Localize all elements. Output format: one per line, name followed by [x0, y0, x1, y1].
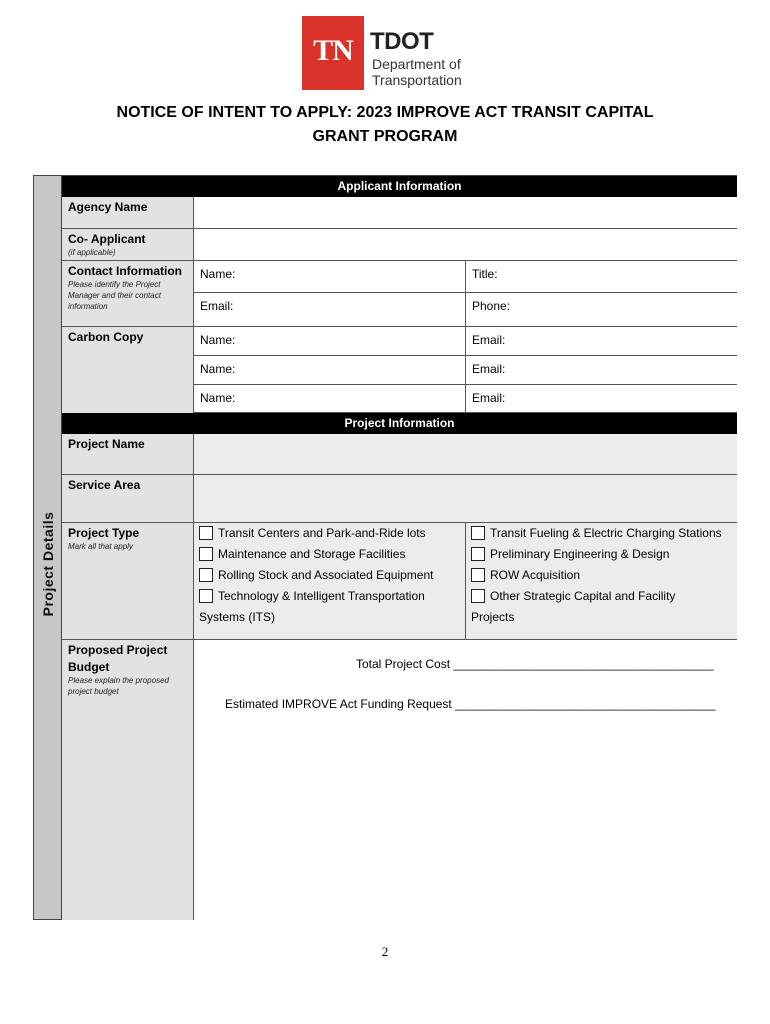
type-option-cont: Systems (ITS)	[199, 610, 276, 624]
contact-email-field[interactable]	[193, 293, 465, 327]
co-applicant-label-cell	[62, 229, 193, 261]
type-option-label: Transit Fueling & Electric Charging Stations	[490, 526, 722, 540]
page-title	[0, 101, 770, 149]
checkbox[interactable]	[471, 547, 485, 561]
type-option-label: ROW Acquisition	[490, 568, 581, 582]
cc3-email-field[interactable]	[465, 385, 737, 413]
project-header: Project Information	[62, 413, 737, 434]
budget-label-1: Proposed Project	[68, 643, 168, 657]
tdot-logo	[302, 16, 482, 90]
carbon-copy-label-cell	[62, 327, 193, 415]
logo-dept-line2: Transportation	[372, 72, 462, 88]
checkbox[interactable]	[471, 568, 485, 582]
page-number: 2	[381, 944, 389, 959]
service-area-label: Service Area	[68, 478, 141, 492]
type-option[interactable]	[199, 526, 426, 540]
service-area-label-cell	[62, 475, 193, 523]
sidebar	[34, 176, 62, 919]
checkbox[interactable]	[471, 526, 485, 540]
project-name-field[interactable]	[193, 434, 737, 475]
cc2-name-field[interactable]	[193, 356, 465, 385]
contact-email-label: Email:	[200, 299, 234, 313]
cc1-name-label: Name:	[200, 333, 236, 347]
agency-name-field[interactable]	[193, 197, 737, 229]
co-applicant-sub: (if applicable)	[68, 248, 116, 257]
total-cost-line: Total Project Cost _______________________________________	[356, 657, 714, 671]
type-option-label: Rolling Stock and Associated Equipment	[218, 568, 434, 582]
cc1-email-field[interactable]	[465, 327, 737, 356]
budget-field[interactable]	[193, 640, 737, 920]
carbon-copy-label: Carbon Copy	[68, 330, 144, 344]
title-line2: GRANT PROGRAM	[312, 128, 458, 145]
checkbox[interactable]	[199, 547, 213, 561]
cc2-name-label: Name:	[200, 362, 236, 376]
contact-phone-label: Phone:	[472, 299, 511, 313]
project-name-label-cell	[62, 434, 193, 475]
cc2-email-label: Email:	[472, 362, 506, 376]
project-type-left	[193, 523, 465, 640]
logo-strip	[302, 86, 364, 90]
project-details-form	[33, 175, 737, 920]
logo-dept	[372, 56, 462, 88]
logo-dept-line1: Department of	[372, 56, 461, 72]
type-option-label: Other Strategic Capital and Facility	[490, 589, 676, 603]
contact-label: Contact Information	[68, 264, 182, 278]
type-option[interactable]	[471, 589, 675, 603]
service-area-field[interactable]	[193, 475, 737, 523]
budget-label-cell	[62, 640, 193, 920]
checkbox[interactable]	[471, 589, 485, 603]
agency-name-label: Agency Name	[68, 200, 148, 214]
cc1-email-label: Email:	[472, 333, 506, 347]
agency-name-label-cell	[62, 197, 193, 229]
contact-sub: Please identify the Project Manager and their contact information	[68, 280, 161, 311]
type-option[interactable]	[199, 547, 405, 561]
project-type-label: Project Type	[68, 526, 140, 540]
type-option[interactable]	[199, 568, 433, 582]
contact-phone-field[interactable]	[465, 293, 737, 327]
funding-request-line: Estimated IMPROVE Act Funding Request _______________________________________	[225, 697, 716, 711]
contact-title-label: Title:	[472, 267, 498, 281]
checkbox[interactable]	[199, 526, 213, 540]
budget-label-2: Budget	[68, 660, 110, 674]
project-type-sub: Mark all that apply	[68, 542, 133, 551]
cc3-name-label: Name:	[200, 391, 236, 405]
budget-sub: Please explain the proposed project budget	[68, 676, 169, 696]
project-type-label-cell	[62, 523, 193, 640]
contact-label-cell	[62, 261, 193, 327]
checkbox[interactable]	[199, 568, 213, 582]
type-option-label: Technology & Intelligent Transportation	[218, 589, 425, 603]
contact-name-label: Name:	[200, 267, 236, 281]
type-option-cont: Projects	[471, 610, 515, 624]
project-name-label: Project Name	[68, 437, 145, 451]
type-option-label: Preliminary Engineering & Design	[490, 547, 670, 561]
type-option-label: Transit Centers and Park-and-Ride lots	[218, 526, 426, 540]
sidebar-label: Project Details	[39, 511, 56, 617]
applicant-header: Applicant Information	[62, 176, 737, 197]
type-option[interactable]	[471, 568, 580, 582]
cc3-email-label: Email:	[472, 391, 506, 405]
logo-abbr: TDOT	[370, 28, 434, 55]
type-option[interactable]	[471, 547, 669, 561]
project-type-right	[465, 523, 737, 640]
title-line1: NOTICE OF INTENT TO APPLY: 2023 IMPROVE ACT TRANSIT CAPITAL	[116, 104, 654, 121]
cc3-name-field[interactable]	[193, 385, 465, 413]
type-option[interactable]	[199, 589, 425, 603]
checkbox[interactable]	[199, 589, 213, 603]
cc1-name-field[interactable]	[193, 327, 465, 356]
co-applicant-label: Co- Applicant	[68, 232, 146, 246]
type-option[interactable]	[471, 526, 722, 540]
tn-badge: TN	[302, 16, 364, 86]
cc2-email-field[interactable]	[465, 356, 737, 385]
type-option-label: Maintenance and Storage Facilities	[218, 547, 406, 561]
co-applicant-field[interactable]	[193, 229, 737, 261]
contact-title-field[interactable]	[465, 261, 737, 293]
contact-name-field[interactable]	[193, 261, 465, 293]
